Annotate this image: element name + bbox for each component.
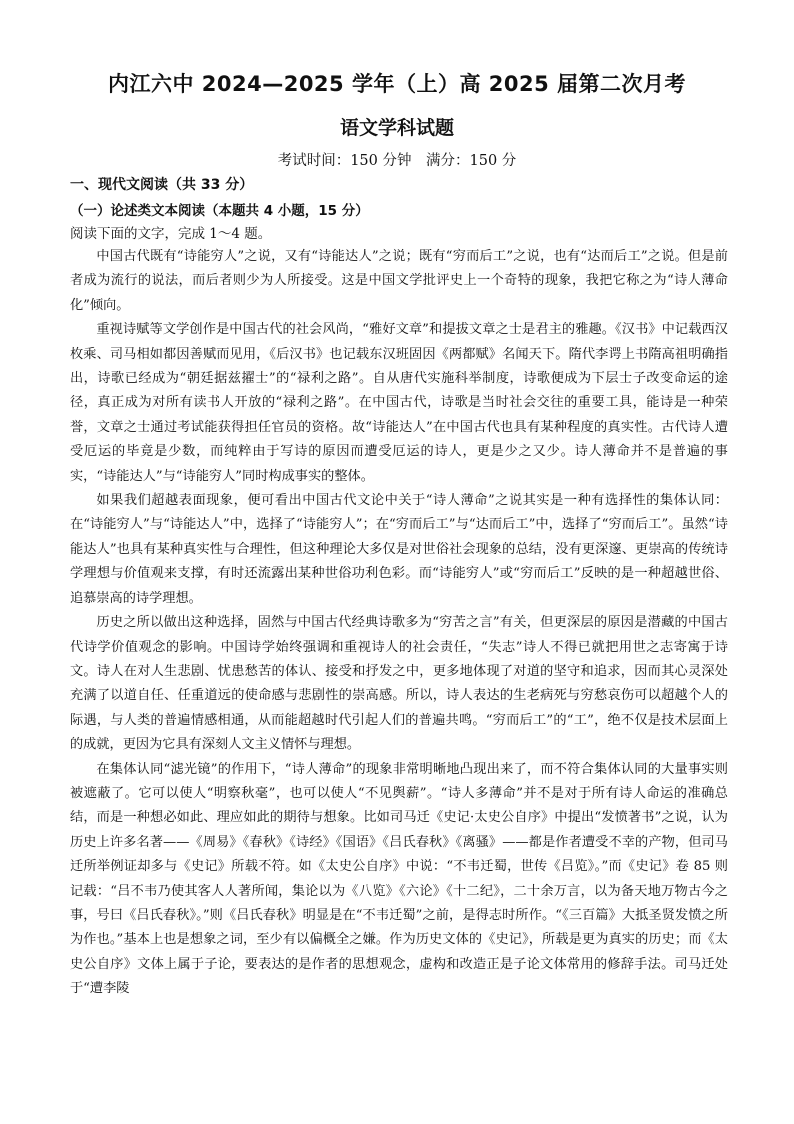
reading-passage <box>70 245 728 1002</box>
sub-section-heading: （一）论述类文本阅读（本题共 4 小题，15 分） <box>70 203 369 219</box>
passage-paragraph-5: 在集体认同“滤光镜”的作用下，“诗人薄命”的现象非常明晰地凸现出来了，而不符合集体认同的大量事实则被遮蔽了。它可以使人“明察秋毫”，也可以使人“不见舆薪”。“诗人多薄命”并不是对于所有诗人命运的准确总结，而是一种想必如此、理应如此的期待与想象。比如司马迁《史记·太史公自序》中提出“发愤著书”之说，认为历史上许多名著——《周易》《春秋》《诗经》《国语》《吕氏春秋》《离骚》——都是作者遭受不幸的产物，但司马迁所举例证却多与《史记》所载不符。如《太史公自序》中说：“不韦迁蜀，世传《吕览》。”而《史记》卷 85 则记载：“吕不韦乃使其客人人著所闻，集论以为《八览》《六论》《十二纪》，二十余万言，以为备天地万物古今之事，号曰《吕氏春秋》。”则《吕氏春秋》明显是在“不韦迁蜀”之前，是得志时所作。“《三百篇》大抵圣贤发愤之所为作也。”基本上也是想象之词，至少有以偏概全之嫌。作为历史文体的《史记》，所载是更为真实的历史；而《太史公自序》文体上属于子论，要表达的是作者的思想观念，虚构和改造正是子论文体常用的修辞手法。司马迁处于“遭李陵 <box>70 761 728 997</box>
exam-title: 内江六中 2024—2025 学年（上）高 2025 届第二次月考 <box>107 72 687 96</box>
exam-subtitle: 语文学科试题 <box>339 117 454 139</box>
passage-paragraph-4: 历史之所以做出这种选择，固然与中国古代经典诗歌多为“穷苦之言”有关，但更深层的原因是潜藏的中国古代诗学价值观念的影响。中国诗学始终强调和重视诗人的社会责任，“失志”诗人不得已就把用世之志寄寓于诗文。诗人在对人生悲剧、忧患愁苦的体认、接受和抒发之中，更多地体现了对道的坚守和追求，因而其心灵深处充满了以道自任、任重道远的使命感与悲剧性的崇高感。所以，诗人表达的生老病死与穷愁哀伤可以超越个人的际遇，与人类的普遍情感相通，从而能超越时代引起人们的普遍共鸣。“穷而后工”的“工”，绝不仅是技术层面上的成就，更因为它具有深刻人文主义情怀与理想。 <box>70 615 728 753</box>
passage-paragraph-2: 重视诗赋等文学创作是中国古代的社会风尚，“雅好文章”和提拔文章之士是君主的雅趣。《汉书》中记载西汉枚乘、司马相如都因善赋而见用，《后汉书》也记载东汉班固因《两都赋》名闻天下。隋代李谔上书隋高祖明确指出，诗歌已经成为“朝廷据兹擢士”的“禄利之路”。自从唐代实施科举制度，诗歌便成为下层士子改变命运的途径，真正成为对所有读书人开放的“禄利之路”。在中国古代，诗歌是当时社会交往的重要工具，能诗是一种荣誉，文章之士通过考试能获得担任官员的资格。故“诗能达人”在中国古代也具有某种程度的真实性。古代诗人遭受厄运的毕竟是少数，而纯粹由于写诗的原因而遭受厄运的诗人，更是少之又少。诗人薄命并不是普遍的事实，“诗能达人”与“诗能穷人”同时构成事实的整体。 <box>70 322 728 484</box>
exam-time-score: 考试时间：150 分钟 满分：150 分 <box>277 153 517 169</box>
reading-instruction: 阅读下面的文字，完成 1～4 题。 <box>70 226 272 242</box>
passage-paragraph-1: 中国古代既有“诗能穷人”之说，又有“诗能达人”之说；既有“穷而后工”之说，也有“达而后工”之说。但是前者成为流行的说法，而后者则少为人所接受。这是中国文学批评史上一个奇特的现象，我把它称之为“诗人薄命化”倾向。 <box>70 249 728 313</box>
section-heading: 一、现代文阅读（共 33 分） <box>70 177 254 193</box>
passage-paragraph-3: 如果我们超越表面现象，便可看出中国古代文论中关于“诗人薄命”之说其实是一种有选择性的集体认同：在“诗能穷人”与“诗能达人”中，选择了“诗能穷人”；在“穷而后工”与“达而后工”中，选择了“穷而后工”。虽然“诗能达人”也具有某种真实性与合理性，但这种理论大多仅是对世俗社会现象的总结，没有更深邃、更崇高的传统诗学理想与价值观来支撑，有时还流露出某种世俗功利色彩。而“诗能穷人”或“穷而后工”反映的是一种超越世俗、追慕崇高的诗学理想。 <box>70 493 728 606</box>
